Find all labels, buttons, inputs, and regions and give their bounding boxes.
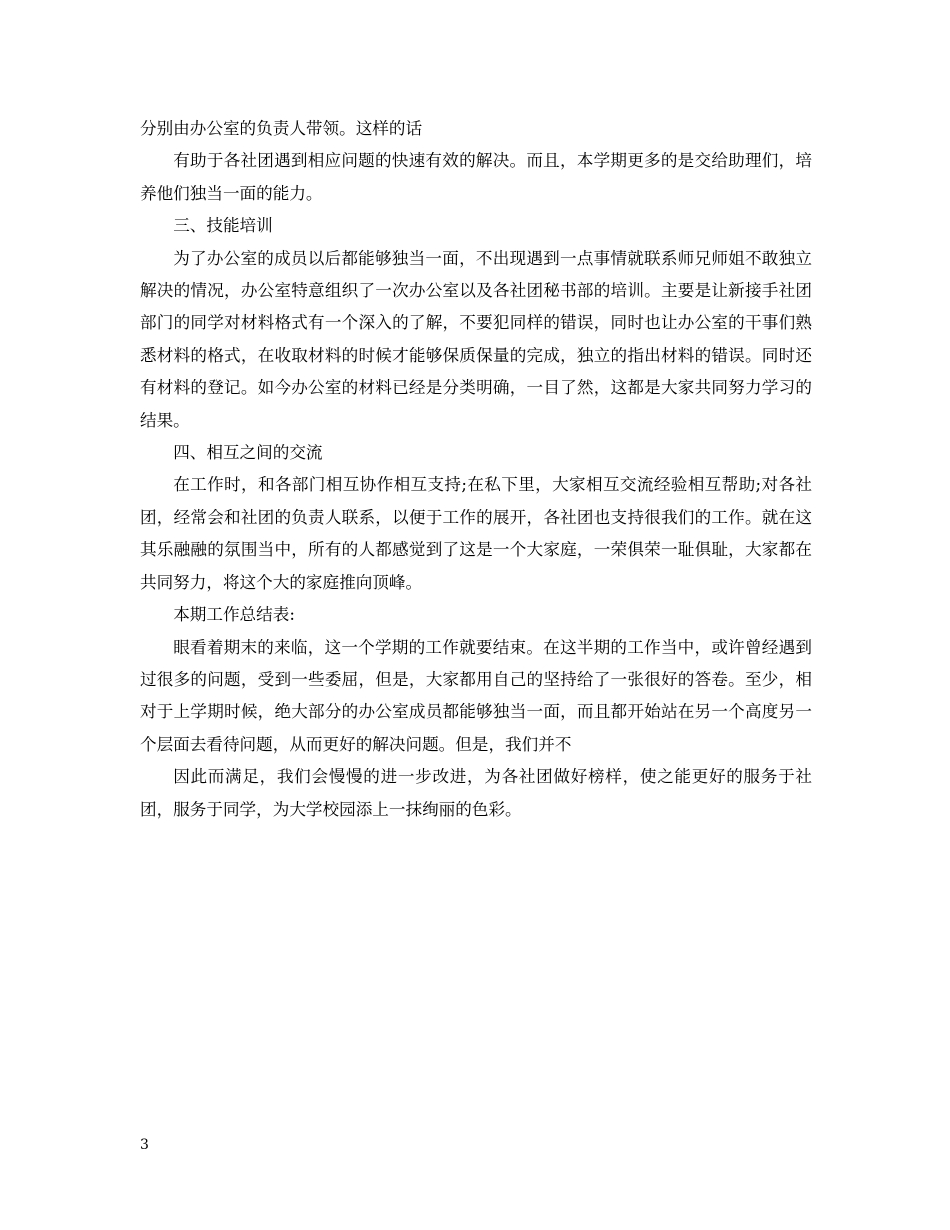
document-body xyxy=(140,113,812,826)
paragraph: 分别由办公室的负责人带领。这样的话 xyxy=(140,119,423,138)
section-heading: 四、相互之间的交流 xyxy=(173,443,323,463)
paragraph: 为了办公室的成员以后都能够独当一面，不出现遇到一点事情就联系师兄师姐不敢独立解决的情况，办公室特意组织了一次办公室以及各社团秘书部的培训。主要是让新接手社团部门的同学对材料格式有一个深入的了解，不要犯同样的错误，同时也让办公室的干事们熟悉材料的格式，在收取材料的时候才能够保质保量的完成，独立的指出材料的错误。同时还有材料的登记。如今办公室的材料已经是分类明确，一目了然，这都是大家共同努力学习的结果。 xyxy=(140,248,812,430)
paragraph: 在工作时，和各部门相互协作相互支持;在私下里，大家相互交流经验相互帮助;对各社团，经常会和社团的负责人联系，以便于工作的展开，各社团也支持很我们的工作。就在这其乐融融的氛围当中，所有的人都感觉到了这是一个大家庭，一荣俱荣一耻俱耻，大家都在共同努力，将这个大的家庭推向顶峰。 xyxy=(140,475,812,592)
section-heading: 三、技能培训 xyxy=(173,216,273,236)
paragraph: 眼看着期末的来临，这一个学期的工作就要结束。在这半期的工作当中，或许曾经遇到过很多的问题，受到一些委屈，但是，大家都用自己的坚持给了一张很好的答卷。至少，相对于上学期时候，绝大部分的办公室成员都能够独当一面，而且都开始站在另一个高度另一个层面去看待问题，从而更好的解决问题。但是，我们并不 xyxy=(140,637,812,754)
paragraph: 有助于各社团遇到相应问题的快速有效的解决。而且，本学期更多的是交给助理们，培养他们独当一面的能力。 xyxy=(140,151,812,203)
page-number: 3 xyxy=(140,1137,149,1153)
paragraph: 因此而满足，我们会慢慢的进一步改进，为各社团做好榜样，使之能更好的服务于社团，服务于同学，为大学校园添上一抹绚丽的色彩。 xyxy=(140,767,812,819)
section-heading: 本期工作总结表: xyxy=(173,605,295,625)
